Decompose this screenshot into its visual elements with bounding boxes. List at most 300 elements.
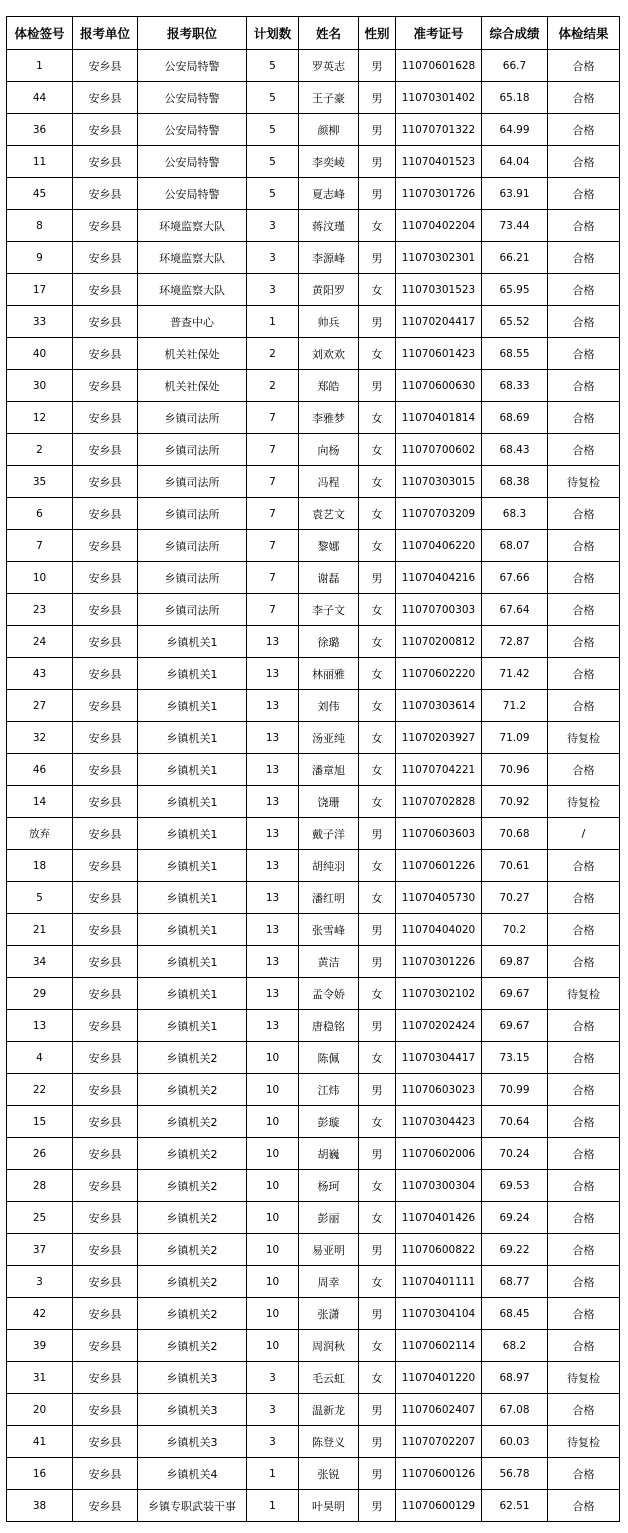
name-cell: 杨珂 xyxy=(299,1170,359,1202)
exam-number-cell: 12 xyxy=(7,402,73,434)
position-cell: 乡镇机关2 xyxy=(138,1234,247,1266)
score-cell: 65.95 xyxy=(482,274,548,306)
ticket-number-cell: 11070402204 xyxy=(396,210,482,242)
exam-number-cell: 8 xyxy=(7,210,73,242)
result-cell: 合格 xyxy=(548,690,620,722)
plan-count-cell: 10 xyxy=(247,1202,299,1234)
gender-cell: 女 xyxy=(359,402,396,434)
plan-count-cell: 13 xyxy=(247,1010,299,1042)
name-cell: 黄洁 xyxy=(299,946,359,978)
ticket-number-cell: 11070602114 xyxy=(396,1330,482,1362)
plan-count-cell: 7 xyxy=(247,562,299,594)
position-cell: 乡镇司法所 xyxy=(138,562,247,594)
result-cell: 合格 xyxy=(548,1298,620,1330)
unit-cell: 安乡县 xyxy=(73,562,138,594)
score-cell: 60.03 xyxy=(482,1426,548,1458)
name-cell: 袁艺文 xyxy=(299,498,359,530)
score-cell: 69.53 xyxy=(482,1170,548,1202)
score-cell: 70.92 xyxy=(482,786,548,818)
exam-number-cell: 33 xyxy=(7,306,73,338)
table-row xyxy=(7,370,620,402)
gender-cell: 男 xyxy=(359,1490,396,1522)
result-cell: 合格 xyxy=(548,754,620,786)
unit-cell: 安乡县 xyxy=(73,882,138,914)
name-cell: 李奕崚 xyxy=(299,146,359,178)
position-cell: 乡镇机关2 xyxy=(138,1266,247,1298)
ticket-number-cell: 11070703209 xyxy=(396,498,482,530)
exam-number-cell: 22 xyxy=(7,1074,73,1106)
exam-number-cell: 38 xyxy=(7,1490,73,1522)
result-cell: 合格 xyxy=(548,1170,620,1202)
ticket-number-cell: 11070601628 xyxy=(396,50,482,82)
plan-count-cell: 13 xyxy=(247,754,299,786)
unit-cell: 安乡县 xyxy=(73,594,138,626)
table-row xyxy=(7,1202,620,1234)
result-cell: 合格 xyxy=(548,1010,620,1042)
table-row xyxy=(7,722,620,754)
gender-cell: 女 xyxy=(359,338,396,370)
gender-cell: 男 xyxy=(359,146,396,178)
position-cell: 乡镇机关1 xyxy=(138,1010,247,1042)
position-cell: 公安局特警 xyxy=(138,178,247,210)
ticket-number-cell: 11070401426 xyxy=(396,1202,482,1234)
result-cell: 待复检 xyxy=(548,466,620,498)
exam-number-cell: 5 xyxy=(7,882,73,914)
exam-number-cell: 放弃 xyxy=(7,818,73,850)
name-cell: 李雅梦 xyxy=(299,402,359,434)
table-row xyxy=(7,274,620,306)
score-cell: 68.69 xyxy=(482,402,548,434)
name-cell: 刘伟 xyxy=(299,690,359,722)
table-row xyxy=(7,1330,620,1362)
unit-cell: 安乡县 xyxy=(73,914,138,946)
position-cell: 乡镇专职武装干事 xyxy=(138,1490,247,1522)
ticket-number-cell: 11070300304 xyxy=(396,1170,482,1202)
result-cell: 合格 xyxy=(548,402,620,434)
position-cell: 乡镇司法所 xyxy=(138,530,247,562)
score-cell: 70.2 xyxy=(482,914,548,946)
exam-number-cell: 11 xyxy=(7,146,73,178)
plan-count-cell: 1 xyxy=(247,1458,299,1490)
gender-cell: 男 xyxy=(359,1394,396,1426)
plan-count-cell: 13 xyxy=(247,978,299,1010)
table-row xyxy=(7,210,620,242)
name-cell: 黄阳罗 xyxy=(299,274,359,306)
result-cell: 合格 xyxy=(548,1234,620,1266)
gender-cell: 女 xyxy=(359,1042,396,1074)
ticket-number-cell: 11070200812 xyxy=(396,626,482,658)
gender-cell: 男 xyxy=(359,1234,396,1266)
unit-cell: 安乡县 xyxy=(73,818,138,850)
unit-cell: 安乡县 xyxy=(73,1490,138,1522)
ticket-number-cell: 11070304417 xyxy=(396,1042,482,1074)
position-cell: 公安局特警 xyxy=(138,82,247,114)
score-cell: 70.64 xyxy=(482,1106,548,1138)
position-cell: 乡镇机关2 xyxy=(138,1042,247,1074)
plan-count-cell: 7 xyxy=(247,594,299,626)
gender-cell: 女 xyxy=(359,754,396,786)
gender-cell: 男 xyxy=(359,1074,396,1106)
exam-number-cell: 45 xyxy=(7,178,73,210)
plan-count-cell: 13 xyxy=(247,818,299,850)
name-cell: 冯程 xyxy=(299,466,359,498)
position-cell: 乡镇机关2 xyxy=(138,1106,247,1138)
exam-number-cell: 35 xyxy=(7,466,73,498)
result-cell: 合格 xyxy=(548,1138,620,1170)
plan-count-cell: 10 xyxy=(247,1106,299,1138)
name-cell: 周润秋 xyxy=(299,1330,359,1362)
gender-cell: 男 xyxy=(359,1458,396,1490)
name-cell: 毛云虹 xyxy=(299,1362,359,1394)
result-cell: 合格 xyxy=(548,434,620,466)
result-cell: 合格 xyxy=(548,306,620,338)
name-cell: 彭璇 xyxy=(299,1106,359,1138)
gender-cell: 男 xyxy=(359,1010,396,1042)
name-cell: 王子豪 xyxy=(299,82,359,114)
unit-cell: 安乡县 xyxy=(73,1010,138,1042)
gender-cell: 女 xyxy=(359,658,396,690)
plan-count-cell: 13 xyxy=(247,690,299,722)
position-cell: 乡镇机关2 xyxy=(138,1202,247,1234)
score-cell: 68.2 xyxy=(482,1330,548,1362)
table-row xyxy=(7,1394,620,1426)
plan-count-cell: 13 xyxy=(247,914,299,946)
ticket-number-cell: 11070301523 xyxy=(396,274,482,306)
score-cell: 71.09 xyxy=(482,722,548,754)
unit-cell: 安乡县 xyxy=(73,1042,138,1074)
name-cell: 张锐 xyxy=(299,1458,359,1490)
score-cell: 70.24 xyxy=(482,1138,548,1170)
plan-count-cell: 5 xyxy=(247,114,299,146)
exam-number-cell: 15 xyxy=(7,1106,73,1138)
plan-count-cell: 3 xyxy=(247,1362,299,1394)
score-cell: 67.64 xyxy=(482,594,548,626)
unit-cell: 安乡县 xyxy=(73,658,138,690)
position-cell: 乡镇机关2 xyxy=(138,1138,247,1170)
exam-number-cell: 30 xyxy=(7,370,73,402)
plan-count-cell: 10 xyxy=(247,1170,299,1202)
name-cell: 李源峰 xyxy=(299,242,359,274)
table-row xyxy=(7,882,620,914)
result-cell: 合格 xyxy=(548,274,620,306)
position-cell: 乡镇司法所 xyxy=(138,434,247,466)
score-cell: 62.51 xyxy=(482,1490,548,1522)
table-row xyxy=(7,50,620,82)
name-cell: 潘红明 xyxy=(299,882,359,914)
position-cell: 乡镇机关2 xyxy=(138,1170,247,1202)
gender-cell: 女 xyxy=(359,1106,396,1138)
ticket-number-cell: 11070602407 xyxy=(396,1394,482,1426)
table-row xyxy=(7,1170,620,1202)
result-cell: 合格 xyxy=(548,210,620,242)
plan-count-cell: 13 xyxy=(247,850,299,882)
name-cell: 郑皓 xyxy=(299,370,359,402)
exam-number-cell: 20 xyxy=(7,1394,73,1426)
result-cell: 合格 xyxy=(548,882,620,914)
unit-cell: 安乡县 xyxy=(73,1394,138,1426)
gender-cell: 女 xyxy=(359,786,396,818)
table-row xyxy=(7,562,620,594)
result-cell: 合格 xyxy=(548,1330,620,1362)
exam-number-cell: 24 xyxy=(7,626,73,658)
name-cell: 叶昊明 xyxy=(299,1490,359,1522)
score-cell: 70.96 xyxy=(482,754,548,786)
gender-cell: 男 xyxy=(359,82,396,114)
result-cell: 合格 xyxy=(548,914,620,946)
gender-cell: 女 xyxy=(359,1170,396,1202)
unit-cell: 安乡县 xyxy=(73,178,138,210)
position-cell: 乡镇机关1 xyxy=(138,882,247,914)
gender-cell: 女 xyxy=(359,210,396,242)
position-cell: 乡镇机关2 xyxy=(138,1330,247,1362)
exam-number-cell: 34 xyxy=(7,946,73,978)
exam-number-cell: 26 xyxy=(7,1138,73,1170)
plan-count-cell: 10 xyxy=(247,1138,299,1170)
gender-cell: 女 xyxy=(359,498,396,530)
table-row xyxy=(7,178,620,210)
position-cell: 环境监察大队 xyxy=(138,210,247,242)
plan-count-cell: 10 xyxy=(247,1074,299,1106)
unit-cell: 安乡县 xyxy=(73,978,138,1010)
score-cell: 69.24 xyxy=(482,1202,548,1234)
score-cell: 69.67 xyxy=(482,1010,548,1042)
position-cell: 机关社保处 xyxy=(138,338,247,370)
unit-cell: 安乡县 xyxy=(73,786,138,818)
plan-count-cell: 10 xyxy=(247,1298,299,1330)
table-row xyxy=(7,146,620,178)
score-cell: 56.78 xyxy=(482,1458,548,1490)
ticket-number-cell: 11070601226 xyxy=(396,850,482,882)
ticket-number-cell: 11070405730 xyxy=(396,882,482,914)
position-cell: 乡镇机关1 xyxy=(138,626,247,658)
ticket-number-cell: 11070303614 xyxy=(396,690,482,722)
result-cell: 待复检 xyxy=(548,978,620,1010)
unit-cell: 安乡县 xyxy=(73,722,138,754)
ticket-number-header: 准考证号 xyxy=(396,17,482,50)
exam-number-cell: 16 xyxy=(7,1458,73,1490)
exam-number-cell: 46 xyxy=(7,754,73,786)
unit-cell: 安乡县 xyxy=(73,114,138,146)
unit-cell: 安乡县 xyxy=(73,210,138,242)
ticket-number-cell: 11070302102 xyxy=(396,978,482,1010)
exam-number-cell: 37 xyxy=(7,1234,73,1266)
unit-cell: 安乡县 xyxy=(73,306,138,338)
plan-count-cell: 5 xyxy=(247,82,299,114)
unit-cell: 安乡县 xyxy=(73,754,138,786)
unit-cell: 安乡县 xyxy=(73,1362,138,1394)
result-cell: 合格 xyxy=(548,1074,620,1106)
position-header: 报考职位 xyxy=(138,17,247,50)
ticket-number-cell: 11070704221 xyxy=(396,754,482,786)
result-cell: 合格 xyxy=(548,1458,620,1490)
position-cell: 乡镇机关1 xyxy=(138,754,247,786)
result-cell: 合格 xyxy=(548,626,620,658)
table-row xyxy=(7,434,620,466)
table-row xyxy=(7,1458,620,1490)
name-cell: 江炜 xyxy=(299,1074,359,1106)
plan-count-cell: 1 xyxy=(247,1490,299,1522)
name-cell: 陈佩 xyxy=(299,1042,359,1074)
plan-count-cell: 7 xyxy=(247,530,299,562)
exam-number-cell: 42 xyxy=(7,1298,73,1330)
unit-cell: 安乡县 xyxy=(73,146,138,178)
plan-count-cell: 2 xyxy=(247,370,299,402)
name-cell: 黎娜 xyxy=(299,530,359,562)
unit-cell: 安乡县 xyxy=(73,82,138,114)
unit-cell: 安乡县 xyxy=(73,1426,138,1458)
ticket-number-cell: 11070700602 xyxy=(396,434,482,466)
result-cell: 合格 xyxy=(548,1490,620,1522)
position-cell: 环境监察大队 xyxy=(138,274,247,306)
name-cell: 张雪峰 xyxy=(299,914,359,946)
ticket-number-cell: 11070600126 xyxy=(396,1458,482,1490)
result-cell: 合格 xyxy=(548,658,620,690)
plan-count-cell: 7 xyxy=(247,498,299,530)
gender-cell: 女 xyxy=(359,594,396,626)
gender-cell: 女 xyxy=(359,690,396,722)
score-cell: 68.33 xyxy=(482,370,548,402)
plan-count-cell: 13 xyxy=(247,626,299,658)
name-cell: 戴子洋 xyxy=(299,818,359,850)
table-row xyxy=(7,1106,620,1138)
table-row xyxy=(7,466,620,498)
exam-number-header: 体检签号 xyxy=(7,17,73,50)
result-cell: 合格 xyxy=(548,1266,620,1298)
gender-cell: 女 xyxy=(359,530,396,562)
exam-number-cell: 21 xyxy=(7,914,73,946)
name-cell: 胡纯羽 xyxy=(299,850,359,882)
gender-cell: 男 xyxy=(359,562,396,594)
exam-number-cell: 31 xyxy=(7,1362,73,1394)
result-cell: 合格 xyxy=(548,178,620,210)
exam-number-cell: 18 xyxy=(7,850,73,882)
gender-cell: 女 xyxy=(359,1330,396,1362)
table-row xyxy=(7,978,620,1010)
ticket-number-cell: 11070304423 xyxy=(396,1106,482,1138)
plan-count-cell: 3 xyxy=(247,274,299,306)
exam-number-cell: 7 xyxy=(7,530,73,562)
position-cell: 乡镇机关3 xyxy=(138,1362,247,1394)
score-cell: 70.68 xyxy=(482,818,548,850)
unit-cell: 安乡县 xyxy=(73,1074,138,1106)
exam-number-cell: 6 xyxy=(7,498,73,530)
score-cell: 65.18 xyxy=(482,82,548,114)
position-cell: 乡镇机关1 xyxy=(138,690,247,722)
table-row xyxy=(7,1042,620,1074)
ticket-number-cell: 11070404020 xyxy=(396,914,482,946)
name-cell: 汤亚纯 xyxy=(299,722,359,754)
ticket-number-cell: 11070404216 xyxy=(396,562,482,594)
exam-number-cell: 40 xyxy=(7,338,73,370)
unit-cell: 安乡县 xyxy=(73,1330,138,1362)
unit-cell: 安乡县 xyxy=(73,1106,138,1138)
result-cell: 合格 xyxy=(548,50,620,82)
plan-count-cell: 13 xyxy=(247,946,299,978)
score-cell: 68.3 xyxy=(482,498,548,530)
position-cell: 乡镇司法所 xyxy=(138,402,247,434)
unit-cell: 安乡县 xyxy=(73,1202,138,1234)
exam-number-cell: 2 xyxy=(7,434,73,466)
gender-cell: 女 xyxy=(359,274,396,306)
plan-count-cell: 1 xyxy=(247,306,299,338)
gender-cell: 男 xyxy=(359,114,396,146)
score-cell: 67.08 xyxy=(482,1394,548,1426)
plan-count-cell: 10 xyxy=(247,1042,299,1074)
name-cell: 颜柳 xyxy=(299,114,359,146)
result-cell: 合格 xyxy=(548,146,620,178)
result-cell: 合格 xyxy=(548,1202,620,1234)
name-cell: 徐璐 xyxy=(299,626,359,658)
unit-cell: 安乡县 xyxy=(73,1170,138,1202)
result-cell: 合格 xyxy=(548,82,620,114)
position-cell: 乡镇机关1 xyxy=(138,786,247,818)
plan-count-cell: 5 xyxy=(247,146,299,178)
result-cell: 合格 xyxy=(548,370,620,402)
unit-cell: 安乡县 xyxy=(73,690,138,722)
unit-cell: 安乡县 xyxy=(73,274,138,306)
score-cell: 70.61 xyxy=(482,850,548,882)
result-cell: 合格 xyxy=(548,530,620,562)
exam-number-cell: 1 xyxy=(7,50,73,82)
position-cell: 乡镇司法所 xyxy=(138,594,247,626)
unit-cell: 安乡县 xyxy=(73,466,138,498)
ticket-number-cell: 11070603603 xyxy=(396,818,482,850)
name-cell: 林丽雅 xyxy=(299,658,359,690)
table-row xyxy=(7,306,620,338)
table-row xyxy=(7,786,620,818)
score-cell: 71.2 xyxy=(482,690,548,722)
gender-cell: 男 xyxy=(359,178,396,210)
score-cell: 70.27 xyxy=(482,882,548,914)
ticket-number-cell: 11070602006 xyxy=(396,1138,482,1170)
result-cell: 合格 xyxy=(548,1394,620,1426)
ticket-number-cell: 11070702828 xyxy=(396,786,482,818)
plan-count-cell: 2 xyxy=(247,338,299,370)
gender-cell: 男 xyxy=(359,242,396,274)
gender-cell: 男 xyxy=(359,1298,396,1330)
position-cell: 乡镇机关1 xyxy=(138,946,247,978)
name-header: 姓名 xyxy=(299,17,359,50)
name-cell: 胡巍 xyxy=(299,1138,359,1170)
table-row xyxy=(7,594,620,626)
exam-number-cell: 4 xyxy=(7,1042,73,1074)
table-row xyxy=(7,1298,620,1330)
table-row xyxy=(7,914,620,946)
table-row xyxy=(7,690,620,722)
gender-cell: 女 xyxy=(359,466,396,498)
table-body xyxy=(7,50,620,1522)
score-cell: 66.7 xyxy=(482,50,548,82)
score-cell: 71.42 xyxy=(482,658,548,690)
exam-number-cell: 13 xyxy=(7,1010,73,1042)
unit-cell: 安乡县 xyxy=(73,402,138,434)
position-cell: 机关社保处 xyxy=(138,370,247,402)
table-row xyxy=(7,114,620,146)
exam-number-cell: 14 xyxy=(7,786,73,818)
position-cell: 乡镇司法所 xyxy=(138,466,247,498)
position-cell: 公安局特警 xyxy=(138,50,247,82)
gender-cell: 男 xyxy=(359,50,396,82)
plan-count-cell: 13 xyxy=(247,786,299,818)
score-cell: 68.77 xyxy=(482,1266,548,1298)
gender-cell: 女 xyxy=(359,978,396,1010)
score-cell: 68.45 xyxy=(482,1298,548,1330)
ticket-number-cell: 11070204417 xyxy=(396,306,482,338)
unit-cell: 安乡县 xyxy=(73,338,138,370)
plan-count-cell: 10 xyxy=(247,1330,299,1362)
unit-cell: 安乡县 xyxy=(73,498,138,530)
name-cell: 李子文 xyxy=(299,594,359,626)
